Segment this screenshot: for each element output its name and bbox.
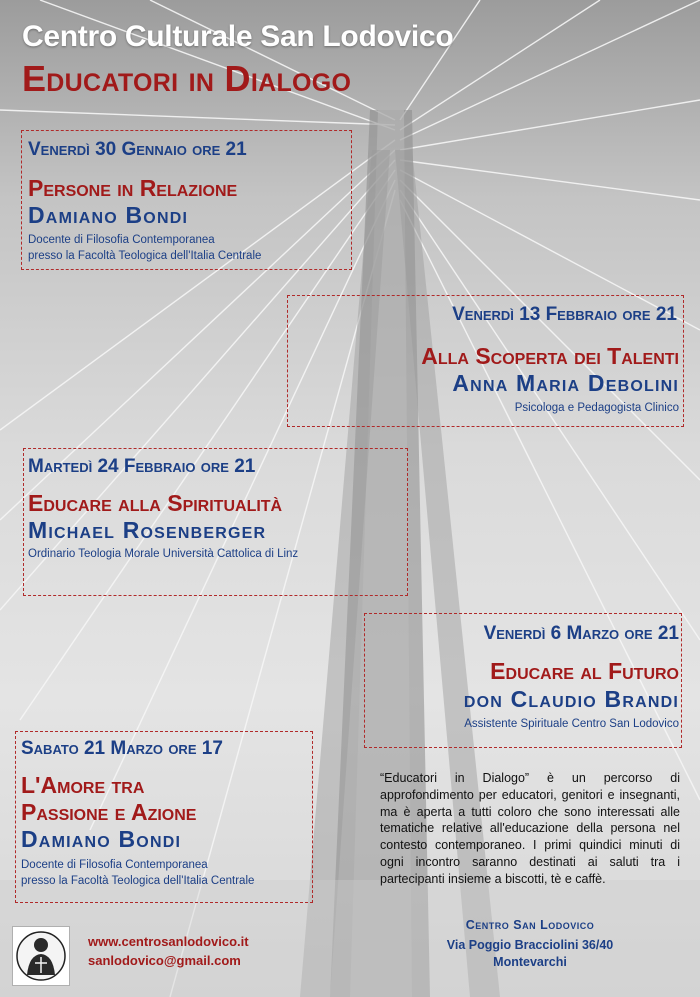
center-name: Centro San Lodovico bbox=[465, 918, 595, 932]
event-card-4 bbox=[364, 613, 682, 748]
event-role: Ordinario Teologia Morale Università Cattolica di Linz bbox=[28, 548, 299, 560]
event-date: Sabato 21 Marzo ore 17 bbox=[21, 738, 223, 759]
event-title: Educare al Futuro bbox=[490, 658, 679, 684]
event-role: Psicologa e Pedagogista Clinico bbox=[514, 402, 679, 414]
event-role: Docente di Filosofia Contemporanea bbox=[28, 234, 215, 246]
header-subtitle: Educatori in Dialogo bbox=[22, 58, 352, 99]
address-line: Via Poggio Bracciolini 36/40 bbox=[446, 938, 614, 952]
event-card-1 bbox=[21, 130, 352, 270]
header-title: Centro Culturale San Lodovico bbox=[22, 20, 454, 53]
event-role: Assistente Spirituale Centro San Lodovico bbox=[464, 718, 679, 730]
event-speaker: Anna Maria Debolini bbox=[452, 370, 679, 396]
event-speaker: Damiano Bondi bbox=[28, 202, 189, 228]
event-role: Docente di Filosofia Contemporanea bbox=[21, 859, 208, 871]
event-title: Persone in Relazione bbox=[28, 175, 238, 201]
center-address bbox=[380, 937, 680, 971]
email-link[interactable]: sanlodovico@gmail.com bbox=[88, 953, 241, 968]
event-role: presso la Facoltà Teologica dell'Italia Centrale bbox=[21, 875, 255, 887]
event-date: Martedì 24 Febbraio ore 21 bbox=[28, 456, 256, 477]
event-date: Venerdì 6 Marzo ore 21 bbox=[483, 623, 679, 644]
event-title: Alla Scoperta dei Talenti bbox=[421, 343, 679, 369]
event-speaker: don Claudio Brandi bbox=[463, 686, 679, 712]
event-card-2 bbox=[287, 295, 684, 427]
event-card-3 bbox=[23, 448, 408, 596]
website-link[interactable]: www.centrosanlodovico.it bbox=[88, 934, 249, 949]
event-speaker: Damiano Bondi bbox=[21, 826, 182, 852]
saint-portrait-icon bbox=[12, 926, 70, 986]
event-title: Educare alla Spiritualità bbox=[28, 490, 283, 516]
city-line: Montevarchi bbox=[493, 955, 567, 969]
event-role: presso la Facoltà Teologica dell'Italia Centrale bbox=[28, 250, 262, 262]
description-paragraph: “Educatori in Dialogo” è un percorso di approfondimento per educatori, genitori e insegnanti, ma è aperta a tutti coloro che sono interessati alle tematiche relative all'educazione della persona nel contesto contemporaneo. I primi quindici minuti di ogni incontro saranno destinati ai saluti tra i partecipanti insieme a biscotti, tè e caffè. bbox=[380, 771, 680, 886]
event-date: Venerdì 13 Febbraio ore 21 bbox=[452, 304, 677, 325]
event-speaker: Michael Rosenberger bbox=[28, 517, 267, 543]
event-title: Passione e Azione bbox=[21, 799, 197, 825]
event-card-5 bbox=[15, 731, 313, 903]
event-title: L'Amore tra bbox=[21, 772, 145, 798]
event-date: Venerdì 30 Gennaio ore 21 bbox=[28, 139, 247, 160]
